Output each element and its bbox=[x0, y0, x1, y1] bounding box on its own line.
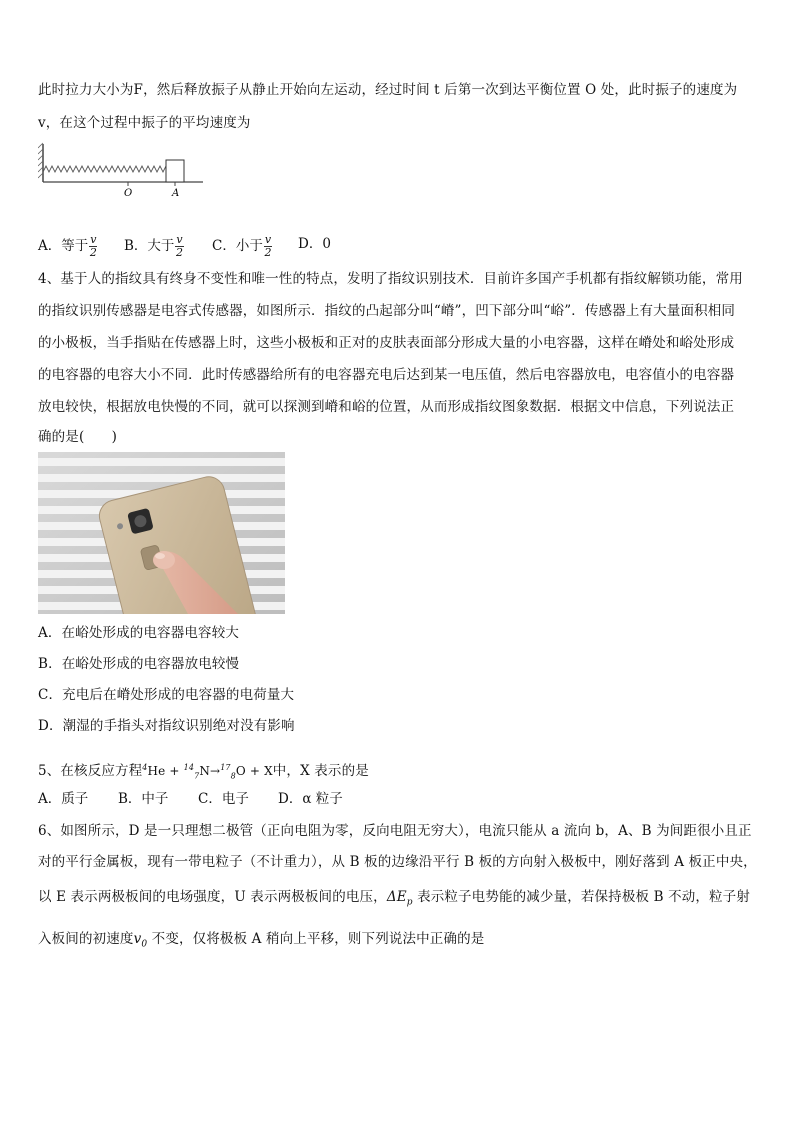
q4-text-line-2: 的指纹识别传感器是电容式传感器，如图所示．指纹的凸起部分叫“嵴”，凹下部分叫“峪”．传感器上有大量面积相同 bbox=[38, 303, 736, 319]
q3-option-d[interactable]: D．0 bbox=[298, 236, 331, 252]
q6-text-line-3: 以 E 表示两极板间的电场强度，U 表示两极板间的电压，$\Delta E_p$ 表示粒子电势能的减少量，若保持极板 B 不动，粒子射 bbox=[38, 889, 750, 908]
label-o: O bbox=[124, 188, 133, 199]
spring-oscillator-figure bbox=[38, 142, 208, 202]
q6-text-line-2: 对的平行金属板，现有一带电粒子（不计重力），从 B 板的边缘沿平行 B 板的方向射入极板中，刚好落到 A 板正中央， bbox=[38, 854, 757, 870]
label-a: A bbox=[172, 188, 180, 199]
q5-option-c[interactable]: C．电子 bbox=[198, 791, 249, 807]
q3-options bbox=[38, 228, 438, 258]
q5-suffix: 中，X 表示的是 bbox=[272, 763, 369, 779]
q4-option-a[interactable]: A．在峪处形成的电容器电容较大 bbox=[38, 625, 239, 641]
nuclear-equation: $^4$He + $^{14}_7$N→$^{17}_8$O + X bbox=[142, 763, 273, 781]
q5-option-a[interactable]: A．质子 bbox=[38, 791, 89, 807]
q4-option-c[interactable]: C．充电后在嵴处形成的电容器的电荷量大 bbox=[38, 687, 295, 703]
q3-text-line-2: v，在这个过程中振子的平均速度为 bbox=[38, 115, 251, 131]
q4-text-line-3: 的小极板，当手指贴在传感器上时，这些小极板和正对的皮肤表面部分形成大量的小电容器，这样在嵴处和峪处形成 bbox=[38, 335, 735, 351]
q3-option-a[interactable]: A．等于 $\frac{v}{2}$ bbox=[38, 233, 97, 259]
q5-text-line bbox=[38, 758, 758, 786]
q4-text-line-1: 4、基于人的指纹具有终身不变性和唯一性的特点，发明了指纹识别技术．目前许多国产手机都有指纹解锁功能，常用 bbox=[38, 271, 743, 287]
q6-text-line-4: 入板间的初速度$v_0$ 不变，仅将极板 A 稍向上平移，则下列说法中正确的是 bbox=[38, 931, 485, 950]
q4-text-line-4: 的电容器的电容大小不同．此时传感器给所有的电容器充电后达到某一电压值，然后电容器放电，电容值小的电容器 bbox=[38, 367, 735, 383]
q5-options bbox=[38, 789, 438, 809]
q5-option-d[interactable]: D．α 粒子 bbox=[278, 791, 343, 807]
q4-text-line-5: 放电较快，根据放电快慢的不同，就可以探测到嵴和峪的位置，从而形成指纹图象数据．根据文中信息，下列说法正 bbox=[38, 399, 735, 415]
delta-ep-symbol: $\Delta E_p$ bbox=[386, 889, 413, 908]
q3-text-line-1: 此时拉力大小为F，然后释放振子从静止开始向左运动，经过时间 t 后第一次到达平衡位置 O 处，此时振子的速度为 bbox=[38, 82, 738, 98]
q4-option-d[interactable]: D．潮湿的手指头对指纹识别绝对没有影响 bbox=[38, 718, 295, 734]
q4-text-line-6: 确的是( ) bbox=[38, 429, 118, 445]
v0-symbol: $v_0$ bbox=[133, 931, 148, 950]
q5-prefix: 5、在核反应方程 bbox=[38, 763, 143, 779]
q3-option-b[interactable]: B．大于 $\frac{v}{2}$ bbox=[124, 233, 184, 259]
q4-option-b[interactable]: B．在峪处形成的电容器放电较慢 bbox=[38, 656, 240, 672]
q6-text-line-1: 6、如图所示，D 是一只理想二极管（正向电阻为零，反向电阻无穷大），电流只能从 a 流向 b，A、B 为间距很小且正 bbox=[38, 823, 752, 839]
fingerprint-phone-photo bbox=[38, 452, 285, 614]
q5-option-b[interactable]: B．中子 bbox=[118, 791, 169, 807]
q3-option-c[interactable]: C．小于 $\frac{v}{2}$ bbox=[212, 233, 272, 259]
